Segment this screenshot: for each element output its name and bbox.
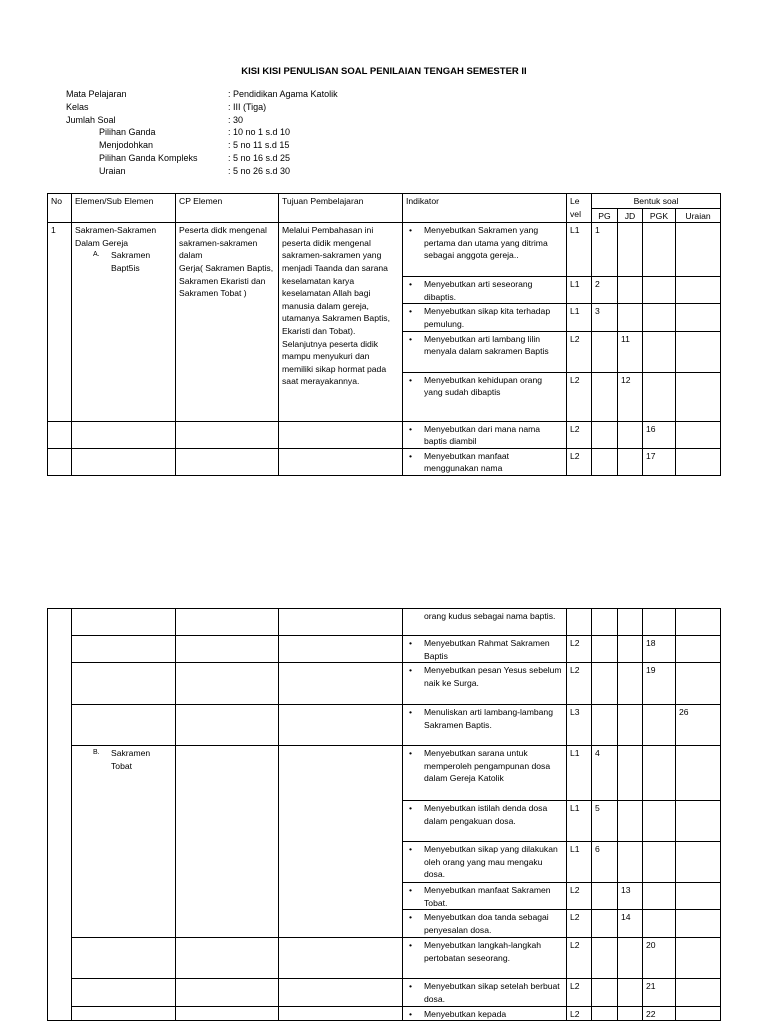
- empty-cell: [279, 663, 403, 705]
- cp-cell: [176, 223, 279, 421]
- table-row: [48, 1006, 721, 1021]
- indikator-text: • Menyebutkan langkah-langkah pertobatan seseorang.: [406, 939, 563, 964]
- empty-cell: [279, 609, 403, 636]
- indikator-cell: [403, 448, 567, 475]
- pg-cell: [592, 421, 618, 448]
- level-cell: L2: [567, 938, 592, 979]
- pg-cell: [592, 609, 618, 636]
- level-cell: L2: [567, 421, 592, 448]
- pg-cell: 4: [592, 746, 618, 801]
- empty-cell: [176, 938, 279, 979]
- empty-cell: [176, 746, 279, 938]
- jd-cell: [618, 746, 643, 801]
- indikator-text: • Menyebutkan kehidupan orang yang sudah dibaptis: [406, 374, 563, 399]
- jd-cell: [618, 636, 643, 663]
- pgk-cell: 16: [643, 421, 676, 448]
- level-cell: [567, 609, 592, 636]
- level-cell: L1: [567, 801, 592, 842]
- uraian-cell: [676, 801, 721, 842]
- empty-cell: [72, 705, 176, 746]
- meta-value: : III (Tiga): [228, 101, 267, 112]
- indikator-text: • Menyebutkan dari mana nama baptis diambil: [406, 423, 563, 448]
- pg-cell: 6: [592, 842, 618, 883]
- level-cell: L1: [567, 746, 592, 801]
- tujuan-cell: Melalui Pembahasan ini peserta didik mengenal sakramen-sakramen yang menjadi Taanda dan sarana keselamatan karya keselamatan Allah bagi manusia dalam gereja, utamanya Sakramen Baptis, Ekaristi dan Tobat). Selanjutnya peserta didik mampu menyukuri dan memiliki sikap hormat pada saat merayakannya.: [279, 223, 403, 421]
- uraian-cell: [676, 746, 721, 801]
- jd-cell: [618, 1006, 643, 1021]
- jd-cell: [618, 801, 643, 842]
- empty-cell: [72, 636, 176, 663]
- pg-cell: [592, 663, 618, 705]
- pgk-cell: 17: [643, 448, 676, 475]
- level-cell: L2: [567, 883, 592, 910]
- empty-cell: [72, 448, 176, 475]
- pg-cell: [592, 1006, 618, 1021]
- uraian-cell: [676, 609, 721, 636]
- sub-elemen-label: Sakramen Bapt5is: [111, 250, 151, 273]
- row-number: [48, 609, 72, 1021]
- pg-cell: [592, 448, 618, 475]
- level-cell: L1: [567, 842, 592, 883]
- pgk-cell: [643, 910, 676, 938]
- level-cell: L2: [567, 663, 592, 705]
- indikator-text: • Menyebutkan Sakramen yang pertama dan utama yang ditrima sebagai anggota gereja..: [406, 224, 563, 262]
- indikator-text: • Menyebutkan sikap yang dilakukan oleh orang yang mau mengaku dosa.: [406, 843, 563, 881]
- empty-cell: [72, 979, 176, 1006]
- level-cell: L2: [567, 331, 592, 372]
- jd-cell: 12: [618, 372, 643, 421]
- jd-cell: [618, 979, 643, 1006]
- jd-cell: [618, 304, 643, 331]
- table-row: [48, 448, 721, 475]
- level-cell: L2: [567, 448, 592, 475]
- jd-cell: [618, 277, 643, 304]
- table-row: [48, 636, 721, 663]
- indikator-text: • Menyebutkan istilah denda dosa dalam pengakuan dosa.: [406, 802, 563, 827]
- pg-cell: [592, 636, 618, 663]
- pgk-cell: [643, 609, 676, 636]
- jd-cell: [618, 448, 643, 475]
- empty-cell: [176, 705, 279, 746]
- uraian-cell: [676, 421, 721, 448]
- indikator-cell: [403, 883, 567, 910]
- indikator-text: • Menyebutkan arti seseorang dibaptis.: [406, 278, 563, 303]
- pgk-cell: [643, 277, 676, 304]
- pgk-cell: 22: [643, 1006, 676, 1021]
- empty-cell: [72, 938, 176, 979]
- empty-cell: [48, 421, 72, 448]
- uraian-cell: [676, 1006, 721, 1021]
- pgk-cell: [643, 883, 676, 910]
- pgk-cell: [643, 842, 676, 883]
- row-number: 1: [48, 223, 72, 421]
- document-title: KISI KISI PENULISAN SOAL PENILAIAN TENGAH SEMESTER II: [241, 66, 527, 77]
- cp-text-1: Peserta didk mengenal sakramen-sakramen dalam: [179, 225, 267, 261]
- jd-cell: [618, 421, 643, 448]
- indikator-text: • Menyebutkan arti lambang lilin menyala dalam sakramen Baptis: [406, 333, 563, 358]
- jd-cell: 13: [618, 883, 643, 910]
- pg-cell: 1: [592, 223, 618, 277]
- level-cell: L1: [567, 277, 592, 304]
- indikator-cell: [403, 1006, 567, 1021]
- indikator-text: • Menyebutkan manfaat menggunakan nama: [406, 450, 563, 475]
- header-pg: PG: [592, 208, 618, 223]
- meta-label: Uraian: [99, 165, 126, 176]
- meta-label: Kelas: [66, 101, 89, 112]
- pgk-cell: [643, 304, 676, 331]
- elemen-cell: [72, 746, 176, 938]
- indikator-cell: [403, 636, 567, 663]
- header-level: Le vel: [567, 194, 592, 223]
- pg-cell: [592, 938, 618, 979]
- indikator-cell: [403, 609, 567, 636]
- pgk-cell: [643, 746, 676, 801]
- pg-cell: [592, 372, 618, 421]
- meta-label: Mata Pelajaran: [66, 89, 127, 99]
- elemen-text: Sakramen-Sakramen Dalam Gereja: [75, 225, 157, 248]
- uraian-cell: [676, 331, 721, 372]
- table-row: [48, 746, 721, 801]
- empty-cell: [176, 979, 279, 1006]
- pgk-cell: [643, 705, 676, 746]
- empty-cell: [279, 1006, 403, 1021]
- pg-cell: [592, 331, 618, 372]
- indikator-text: • Menyebutkan sikap kita terhadap pemulung.: [406, 305, 563, 330]
- pg-cell: 2: [592, 277, 618, 304]
- meta-label: Jumlah Soal: [66, 114, 116, 125]
- indikator-cell: [403, 910, 567, 938]
- indikator-text: • Menyebutkan manfaat Sakramen Tobat.: [406, 884, 563, 909]
- table-row: [48, 609, 721, 636]
- kisi-table-page-1: [47, 193, 721, 476]
- level-cell: L2: [567, 372, 592, 421]
- meta-value: : 30: [228, 114, 244, 125]
- level-cell: L3: [567, 705, 592, 746]
- empty-cell: [176, 636, 279, 663]
- pgk-cell: [643, 801, 676, 842]
- empty-cell: [279, 705, 403, 746]
- meta-label: Menjodohkan: [99, 140, 154, 151]
- cp-text-2: Gerja( Sakramen Baptis, Sakramen Ekaristi dan Sakramen Tobat ): [179, 262, 274, 299]
- uraian-cell: [676, 979, 721, 1006]
- pgk-cell: 20: [643, 938, 676, 979]
- header-uraian: Uraian: [676, 208, 721, 223]
- pgk-cell: [643, 372, 676, 421]
- empty-cell: [176, 609, 279, 636]
- empty-cell: [72, 421, 176, 448]
- uraian-cell: [676, 910, 721, 938]
- level-cell: L2: [567, 1006, 592, 1021]
- uraian-cell: [676, 842, 721, 883]
- pgk-cell: [643, 223, 676, 277]
- sub-elemen-b: [75, 747, 172, 772]
- empty-cell: [48, 448, 72, 475]
- indikator-text: • Menyebutkan Rahmat Sakramen Baptis: [406, 637, 563, 662]
- indikator-text: • Menyebutkan sikap setelah berbuat dosa.: [406, 980, 563, 1005]
- empty-cell: [279, 746, 403, 938]
- indikator-cell: [403, 705, 567, 746]
- empty-cell: [176, 421, 279, 448]
- indikator-cell: [403, 663, 567, 705]
- jd-cell: [618, 938, 643, 979]
- level-cell: L2: [567, 636, 592, 663]
- pg-cell: [592, 979, 618, 1006]
- jd-cell: [618, 842, 643, 883]
- empty-cell: [176, 663, 279, 705]
- empty-cell: [72, 663, 176, 705]
- pg-cell: [592, 910, 618, 938]
- level-cell: L2: [567, 979, 592, 1006]
- indikator-text: • Menyebutkan pesan Yesus sebelum naik ke Surga.: [406, 664, 563, 689]
- empty-cell: [279, 421, 403, 448]
- header-tujuan: Tujuan Pembelajaran: [279, 194, 403, 223]
- indikator-cell: [403, 331, 567, 372]
- header-cp: CP Elemen: [176, 194, 279, 223]
- indikator-continued-text: orang kudus sebagai nama baptis.: [424, 611, 556, 621]
- meta-value: : Pendidikan Agama Katolik: [228, 89, 338, 99]
- level-cell: L1: [567, 223, 592, 277]
- meta-value: : 5 no 26 s.d 30: [228, 165, 291, 176]
- empty-cell: [176, 1006, 279, 1021]
- header-bentuk-soal: Bentuk soal: [592, 194, 721, 209]
- indikator-cell: [403, 372, 567, 421]
- indikator-cell: [403, 421, 567, 448]
- indikator-cell: [403, 223, 567, 277]
- level-cell: L1: [567, 304, 592, 331]
- header-no: No: [48, 194, 72, 223]
- empty-cell: [279, 938, 403, 979]
- indikator-cell: [403, 979, 567, 1006]
- indikator-text: • Menuliskan arti lambang-lambang Sakramen Baptis.: [406, 706, 563, 731]
- uraian-cell: [676, 448, 721, 475]
- pg-cell: 3: [592, 304, 618, 331]
- empty-cell: [72, 1006, 176, 1021]
- indikator-cell: [403, 801, 567, 842]
- pgk-cell: 18: [643, 636, 676, 663]
- jd-cell: [618, 705, 643, 746]
- level-cell: L2: [567, 910, 592, 938]
- empty-cell: [279, 636, 403, 663]
- uraian-cell: [676, 372, 721, 421]
- meta-label: Pilihan Ganda Kompleks: [99, 152, 198, 163]
- meta-label: Pilihan Ganda: [99, 127, 156, 138]
- uraian-cell: [676, 938, 721, 979]
- header-jd: JD: [618, 208, 643, 223]
- empty-cell: [176, 448, 279, 475]
- pgk-cell: [643, 331, 676, 372]
- pgk-cell: 21: [643, 979, 676, 1006]
- sub-elemen-marker: B.: [93, 749, 100, 757]
- indikator-cell: [403, 277, 567, 304]
- jd-cell: 11: [618, 331, 643, 372]
- header-elemen: Elemen/Sub Elemen: [72, 194, 176, 223]
- pg-cell: 5: [592, 801, 618, 842]
- uraian-cell: [676, 277, 721, 304]
- sub-elemen-label: Sakramen Tobat: [111, 748, 151, 771]
- uraian-cell: [676, 304, 721, 331]
- indikator-cell: [403, 842, 567, 883]
- table-row: [48, 938, 721, 979]
- indikator-cell: [403, 938, 567, 979]
- empty-cell: [279, 979, 403, 1006]
- uraian-cell: [676, 663, 721, 705]
- indikator-text: • Menyebutkan doa tanda sebagai penyesalan dosa.: [406, 911, 563, 936]
- empty-cell: [279, 448, 403, 475]
- meta-value: : 5 no 16 s.d 25: [228, 152, 291, 163]
- indikator-cell: [403, 304, 567, 331]
- table-row: [48, 421, 721, 448]
- table-row: [48, 223, 721, 277]
- elemen-cell: [72, 223, 176, 421]
- uraian-cell: 26: [676, 705, 721, 746]
- jd-cell: [618, 223, 643, 277]
- pg-cell: [592, 883, 618, 910]
- indikator-text: • Menyebutkan kepada: [406, 1008, 563, 1021]
- uraian-cell: [676, 636, 721, 663]
- header-pgk: PGK: [643, 208, 676, 223]
- pg-cell: [592, 705, 618, 746]
- meta-value: : 5 no 11 s.d 15: [228, 140, 290, 151]
- sub-elemen-marker: A.: [93, 251, 100, 259]
- jd-cell: [618, 609, 643, 636]
- indikator-text: • Menyebutkan sarana untuk memperoleh pengampunan dosa dalam Gereja Katolik: [406, 747, 563, 785]
- sub-elemen-a: [75, 249, 172, 274]
- table-row: [48, 705, 721, 746]
- meta-value: : 10 no 1 s.d 10: [228, 127, 291, 138]
- header-indikator: Indikator: [403, 194, 567, 223]
- table-row: [48, 979, 721, 1006]
- indikator-cell: [403, 746, 567, 801]
- pgk-cell: 19: [643, 663, 676, 705]
- jd-cell: [618, 663, 643, 705]
- uraian-cell: [676, 883, 721, 910]
- empty-cell: [72, 609, 176, 636]
- uraian-cell: [676, 223, 721, 277]
- table-row: [48, 663, 721, 705]
- jd-cell: 14: [618, 910, 643, 938]
- kisi-table-page-2: [47, 608, 721, 1021]
